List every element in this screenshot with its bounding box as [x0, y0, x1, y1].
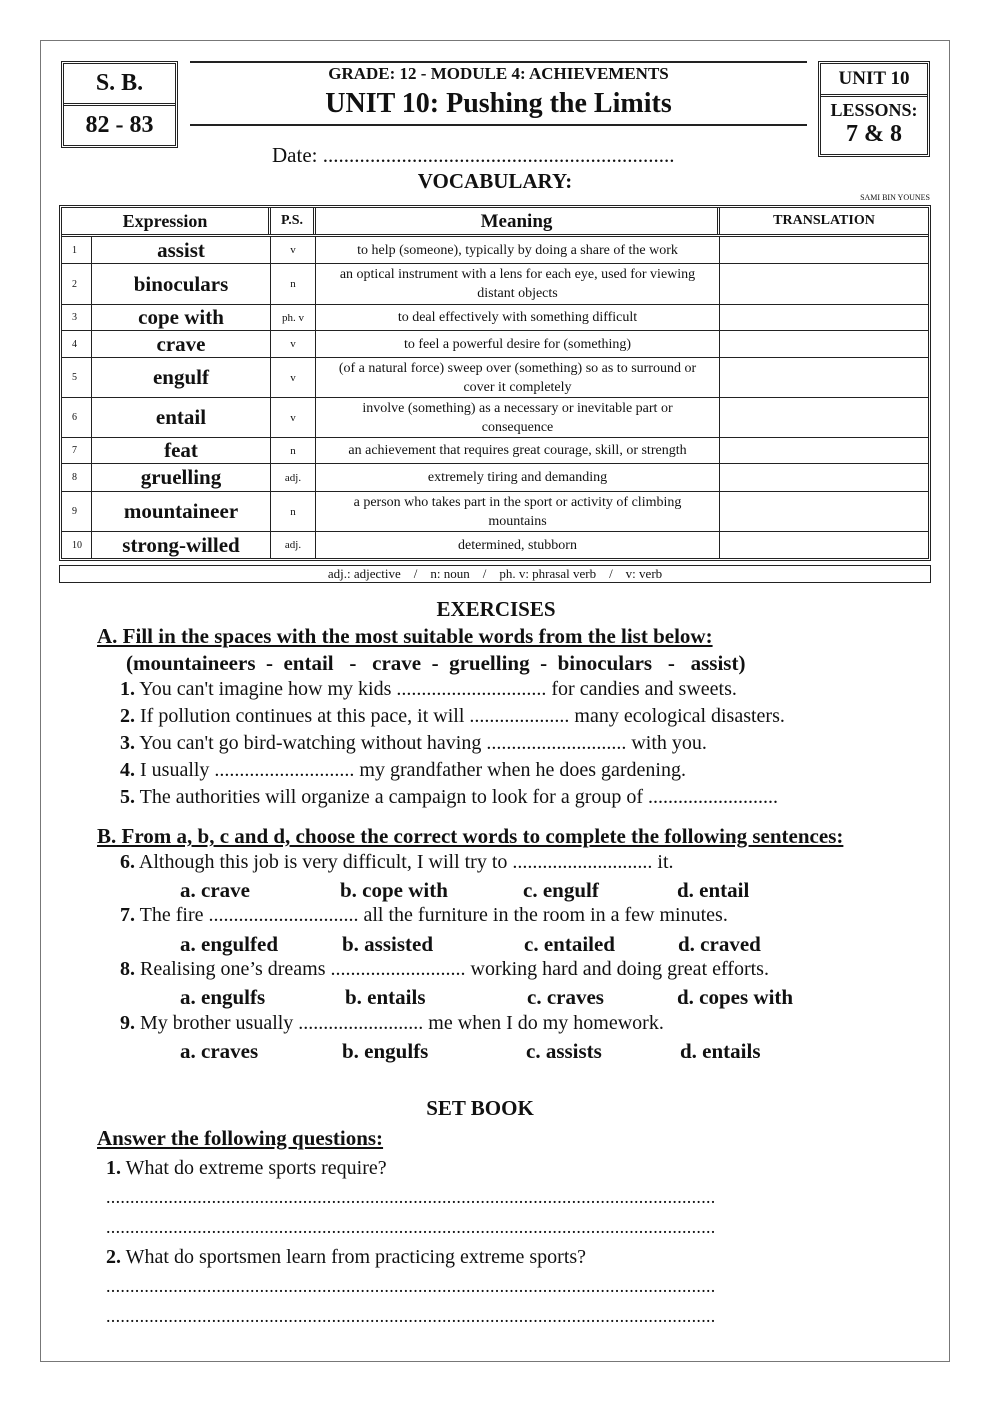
vocabulary-table	[59, 205, 931, 561]
row-expression: strong-willed	[92, 532, 271, 558]
row-number: 2	[62, 264, 92, 304]
header-ps: P.S.	[271, 208, 316, 234]
row-number: 6	[62, 398, 92, 437]
answer-line[interactable]: ...............................................................................................................................	[106, 1217, 716, 1237]
row-meaning: involve (something) as a necessary or inevitable part or consequence	[316, 398, 720, 437]
item-number: 3.	[120, 732, 135, 754]
row-expression: gruelling	[92, 464, 271, 491]
row-number: 8	[62, 464, 92, 491]
sb-pages: 82 - 83	[85, 112, 154, 138]
question-number: 2.	[106, 1246, 121, 1268]
row-ps: n	[271, 264, 316, 304]
exercise-item	[120, 786, 778, 809]
header-expression: Expression	[62, 208, 271, 234]
row-translation[interactable]	[720, 305, 928, 330]
lessons-value: 7 & 8	[846, 121, 902, 147]
row-ps: n	[271, 438, 316, 463]
item-number: 6.	[120, 851, 135, 873]
row-translation[interactable]	[720, 438, 928, 463]
row-ps: adj.	[271, 532, 316, 558]
option-c[interactable]: c. engulf	[523, 878, 599, 902]
table-row	[62, 492, 928, 532]
option-c[interactable]: c. entailed	[524, 932, 615, 956]
row-expression: mountaineer	[92, 492, 271, 531]
option-a[interactable]: a. crave	[180, 878, 250, 902]
option-d[interactable]: d. entails	[680, 1039, 761, 1063]
row-translation[interactable]	[720, 237, 928, 263]
row-ps: v	[271, 331, 316, 357]
option-d[interactable]: d. craved	[678, 932, 761, 956]
word-list: (mountaineers - entail - crave - gruelling - binoculars - assist)	[126, 651, 746, 675]
vocabulary-heading: VOCABULARY:	[417, 169, 573, 193]
mcq-item	[120, 904, 728, 927]
row-expression: engulf	[92, 358, 271, 397]
row-translation[interactable]	[720, 532, 928, 558]
page-title: UNIT 10: Pushing the Limits	[325, 88, 672, 119]
row-number: 3	[62, 305, 92, 330]
option-b[interactable]: b. cope with	[340, 878, 448, 902]
item-text: You can't imagine how my kids .............................. for candies and sweets.	[139, 678, 737, 700]
grade-line: GRADE: 12 - MODULE 4: ACHIEVEMENTS	[328, 64, 669, 83]
exercise-item	[120, 705, 785, 728]
header-translation: TRANSLATION	[773, 213, 875, 228]
row-number: 4	[62, 331, 92, 357]
mcq-item	[120, 958, 769, 981]
item-text: My brother usually ......................... me when I do my homework.	[140, 1012, 664, 1034]
row-ps: v	[271, 237, 316, 263]
unit-box	[818, 61, 930, 157]
item-text: The fire .............................. all the furniture in the room in a few minutes.	[139, 904, 728, 926]
row-expression: crave	[92, 331, 271, 357]
item-text: If pollution continues at this pace, it will .................... many ecological disasters.	[140, 705, 785, 727]
row-meaning: determined, stubborn	[316, 532, 720, 558]
answer-line[interactable]: ...............................................................................................................................	[106, 1276, 716, 1296]
row-number: 9	[62, 492, 92, 531]
item-number: 2.	[120, 705, 135, 727]
row-translation[interactable]	[720, 464, 928, 491]
row-meaning: a person who takes part in the sport or activity of climbing mountains	[316, 492, 720, 531]
option-b[interactable]: b. assisted	[342, 932, 434, 956]
set-book-heading: SET BOOK	[426, 1096, 534, 1120]
row-ps: ph. v	[271, 305, 316, 330]
question-item	[106, 1157, 387, 1180]
header-meaning: Meaning	[316, 208, 720, 234]
row-expression: entail	[92, 398, 271, 437]
row-expression: feat	[92, 438, 271, 463]
row-translation[interactable]	[720, 358, 928, 397]
lessons-label: LESSONS:	[830, 100, 918, 120]
answer-line[interactable]: ...............................................................................................................................	[106, 1306, 716, 1326]
option-c[interactable]: c. assists	[526, 1039, 602, 1063]
author-credit: SAMI BIN YOUNES	[860, 193, 930, 202]
option-c[interactable]: c. craves	[527, 985, 604, 1009]
table-row	[62, 464, 928, 492]
table-row	[62, 305, 928, 331]
table-row	[62, 438, 928, 464]
row-number: 10	[62, 532, 92, 558]
header-rule-bottom	[190, 124, 807, 126]
row-ps: v	[271, 358, 316, 397]
item-text: Although this job is very difficult, I will try to ............................ it.	[138, 851, 674, 873]
row-number: 7	[62, 438, 92, 463]
question-item	[106, 1246, 586, 1269]
answer-line[interactable]: ...............................................................................................................................	[106, 1187, 716, 1207]
table-row	[62, 532, 928, 558]
row-meaning: to deal effectively with something difficult	[316, 305, 720, 330]
table-row	[62, 237, 928, 264]
question-text: What do sportsmen learn from practicing extreme sports?	[125, 1246, 587, 1268]
row-expression: assist	[92, 237, 271, 263]
header-rule-top	[190, 61, 807, 63]
row-translation[interactable]	[720, 398, 928, 437]
row-ps: v	[271, 398, 316, 437]
exercise-item	[120, 759, 686, 782]
exercises-heading: EXERCISES	[436, 597, 556, 621]
exercise-item	[120, 678, 737, 701]
option-a[interactable]: a. engulfs	[180, 985, 266, 1009]
row-meaning: to feel a powerful desire for (something)	[316, 331, 720, 357]
student-book-box	[61, 61, 178, 148]
exercise-item	[120, 732, 707, 755]
row-meaning: (of a natural force) sweep over (something) so as to surround or cover it completely	[316, 358, 720, 397]
lessons-cell	[821, 97, 927, 148]
option-a[interactable]: a. craves	[180, 1039, 259, 1063]
row-meaning: extremely tiring and demanding	[316, 464, 720, 491]
row-ps: adj.	[271, 464, 316, 491]
question-text: What do extreme sports require?	[125, 1157, 387, 1179]
item-number: 4.	[120, 759, 135, 781]
item-number: 8.	[120, 958, 135, 980]
option-d[interactable]: d. entail	[677, 878, 750, 902]
sb-label: S. B.	[64, 64, 175, 106]
row-expression: cope with	[92, 305, 271, 330]
item-text: The authorities will organize a campaign to look for a group of ..........................	[139, 786, 779, 808]
row-number: 5	[62, 358, 92, 397]
mcq-item	[120, 1012, 664, 1035]
section-a-heading: A. Fill in the spaces with the most suitable words from the list below:	[97, 624, 713, 648]
mcq-item	[120, 851, 674, 874]
option-b[interactable]: b. entails	[345, 985, 426, 1009]
row-meaning: an achievement that requires great courage, skill, or strength	[316, 438, 720, 463]
item-text: I usually ............................ my grandfather when he does gardening.	[140, 759, 686, 781]
row-number: 1	[62, 237, 92, 263]
section-b-heading: B. From a, b, c and d, choose the correct words to complete the following sentences:	[97, 824, 844, 848]
item-number: 1.	[120, 678, 135, 700]
table-row	[62, 358, 928, 398]
option-b[interactable]: b. engulfs	[342, 1039, 429, 1063]
row-translation[interactable]	[720, 264, 928, 304]
pos-legend: adj.: adjective / n: noun / ph. v: phrasal verb / v: verb	[59, 565, 931, 583]
row-expression: binoculars	[92, 264, 271, 304]
table-row	[62, 264, 928, 305]
row-translation[interactable]	[720, 331, 928, 357]
item-number: 5.	[120, 786, 135, 808]
option-a[interactable]: a. engulfed	[180, 932, 279, 956]
date-field: Date: ...................................................................	[272, 143, 675, 167]
row-translation[interactable]	[720, 492, 928, 531]
row-ps: n	[271, 492, 316, 531]
item-number: 7.	[120, 904, 135, 926]
table-header-row	[62, 208, 928, 237]
item-text: Realising one’s dreams ........................... working hard and doing great efforts.	[140, 958, 769, 980]
row-meaning: an optical instrument with a lens for each eye, used for viewing distant objects	[316, 264, 720, 304]
item-number: 9.	[120, 1012, 135, 1034]
unit-label: UNIT 10	[821, 64, 927, 97]
option-d[interactable]: d. copes with	[677, 985, 794, 1009]
table-row	[62, 331, 928, 358]
table-row	[62, 398, 928, 438]
question-number: 1.	[106, 1157, 121, 1179]
item-text: You can't go bird-watching without having ............................ with you.	[139, 732, 707, 754]
set-book-instruction: Answer the following questions:	[97, 1126, 384, 1150]
row-meaning: to help (someone), typically by doing a share of the work	[316, 237, 720, 263]
